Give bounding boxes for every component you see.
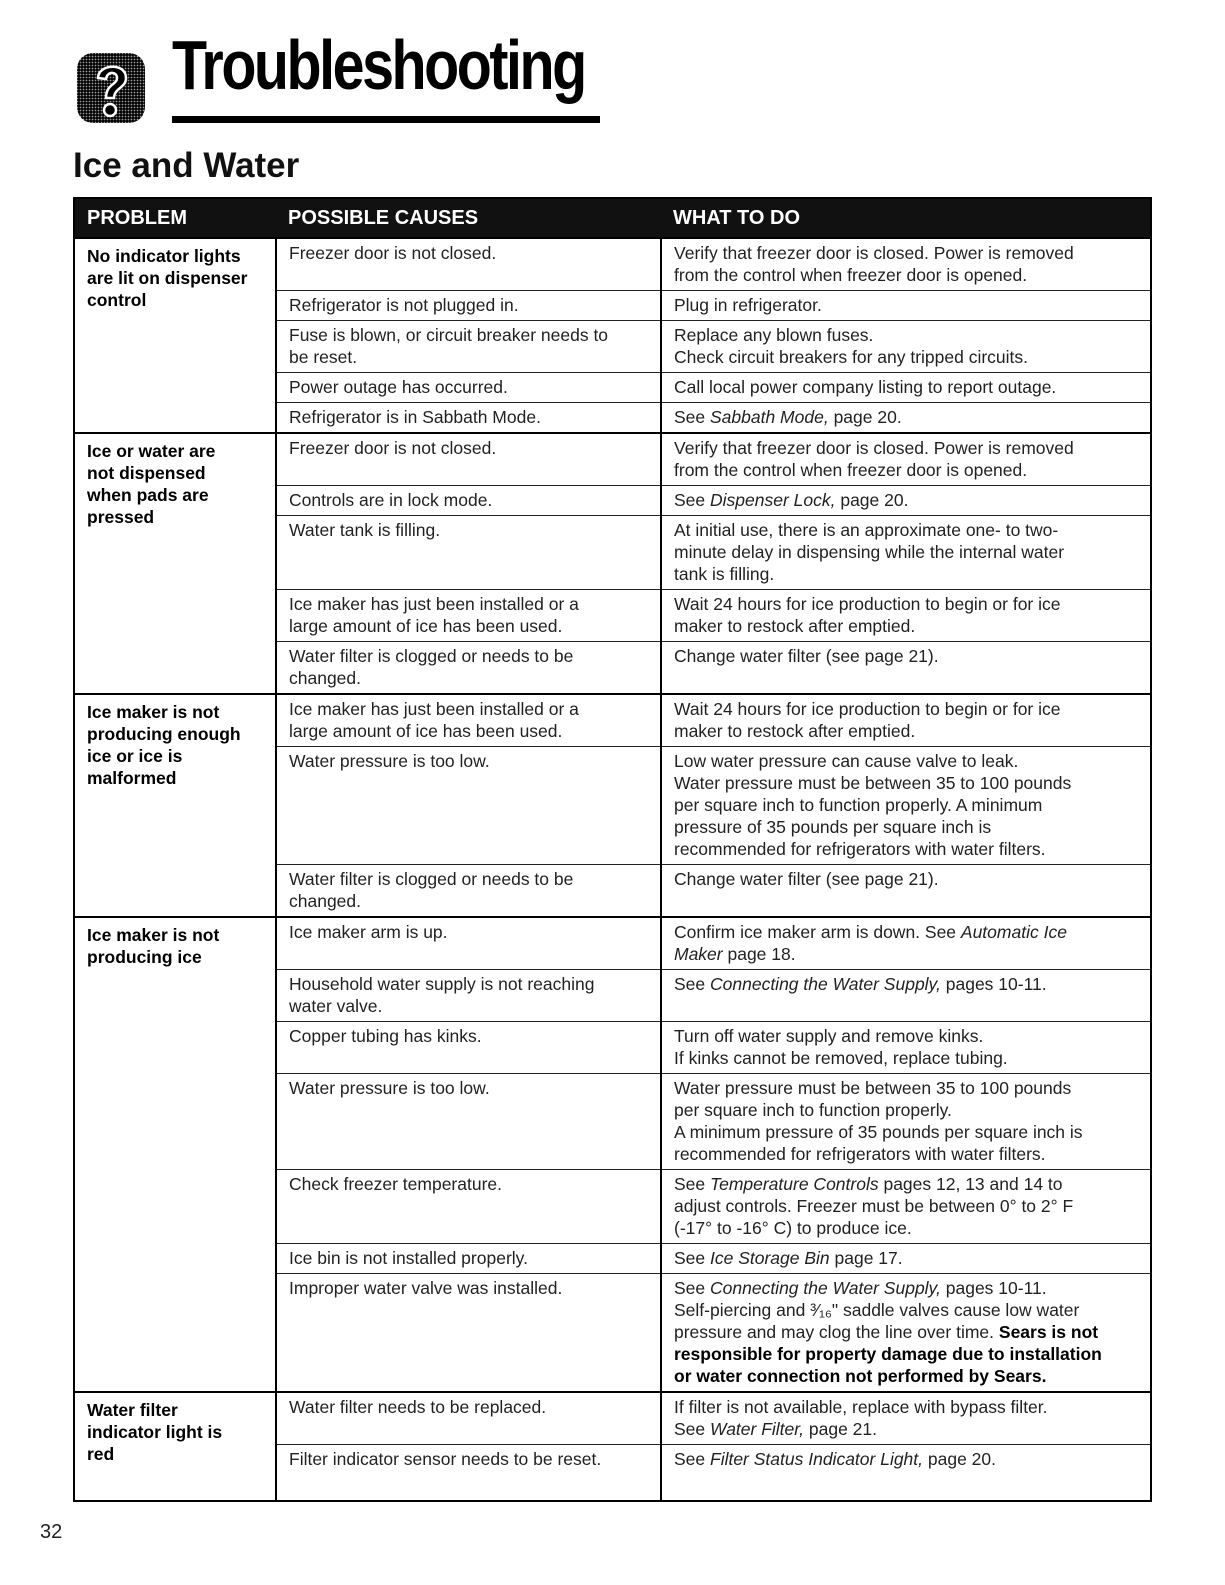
column-header-what-to-do: WHAT TO DO	[661, 198, 1151, 238]
cause-text: Water pressure is too low.	[289, 751, 490, 771]
reference-text: Dispenser Lock,	[710, 490, 836, 510]
cause-cell	[276, 1244, 661, 1274]
reference-text: Temperature Controls	[710, 1174, 879, 1194]
problem-text: No indicator lights	[87, 246, 241, 266]
what-to-do-cell	[661, 291, 1151, 321]
cause-cell	[276, 747, 661, 865]
what-to-do-line	[674, 1217, 1138, 1239]
what-to-do-text: per square inch to function properly.	[674, 1100, 952, 1120]
what-to-do-cell	[661, 1274, 1151, 1393]
what-to-do-line	[674, 868, 1138, 890]
what-to-do-text: Call local power company listing to report outage.	[674, 377, 1057, 397]
what-to-do-text: page 20.	[828, 407, 902, 427]
what-to-do-line	[674, 816, 1138, 838]
cause-text: water valve.	[289, 996, 383, 1016]
what-to-do-line	[674, 1365, 1138, 1387]
cause-text: Freezer door is not closed.	[289, 438, 497, 458]
what-to-do-text: See	[674, 1174, 710, 1194]
reference-text: Ice Storage Bin	[710, 1248, 830, 1268]
what-to-do-line	[674, 1173, 1138, 1195]
what-to-do-text: See	[674, 1419, 710, 1439]
what-to-do-text: Confirm ice maker arm is down. See	[674, 922, 961, 942]
what-to-do-line	[674, 1047, 1138, 1069]
table-header-row	[74, 198, 1151, 238]
problem-text: ice or ice is	[87, 746, 183, 766]
what-to-do-line	[674, 838, 1138, 860]
problem-text: producing enough	[87, 724, 241, 744]
table-row	[74, 694, 1151, 747]
what-to-do-text: If filter is not available, replace with bypass filter.	[674, 1397, 1048, 1417]
what-to-do-text: pressure and may clog the line over time.	[674, 1322, 999, 1342]
what-to-do-text: maker to restock after emptied.	[674, 721, 916, 741]
reference-text: Sabbath Mode,	[710, 407, 829, 427]
what-to-do-text: Low water pressure can cause valve to leak.	[674, 751, 1019, 771]
cause-text: Water tank is filling.	[289, 520, 441, 540]
what-to-do-text: Replace any blown fuses.	[674, 325, 874, 345]
emphasis-text: responsible for property damage due to installation	[674, 1344, 1102, 1364]
what-to-do-line	[674, 645, 1138, 667]
table-body	[74, 238, 1151, 1501]
cause-text: Refrigerator is not plugged in.	[289, 295, 519, 315]
cause-cell	[276, 1274, 661, 1393]
cause-cell	[276, 433, 661, 486]
what-to-do-line	[674, 459, 1138, 481]
what-to-do-text: Change water filter (see page 21).	[674, 646, 939, 666]
emphasis-text: or water connection not performed by Sears.	[674, 1366, 1047, 1386]
problem-text: Ice maker is not	[87, 702, 220, 722]
what-to-do-text: per square inch to function properly. A minimum	[674, 795, 1043, 815]
reference-text: Automatic Ice	[960, 922, 1067, 942]
cause-text: Ice maker arm is up.	[289, 922, 448, 942]
problem-text: indicator light is	[87, 1422, 223, 1442]
cause-cell	[276, 1392, 661, 1445]
what-to-do-line	[674, 541, 1138, 563]
problem-cell	[74, 1392, 276, 1501]
cause-text: Ice maker has just been installed or a	[289, 594, 579, 614]
troubleshooting-table	[73, 197, 1152, 1502]
cause-text: large amount of ice has been used.	[289, 721, 563, 741]
what-to-do-cell	[661, 1022, 1151, 1074]
what-to-do-line	[674, 1077, 1138, 1099]
what-to-do-text: recommended for refrigerators with water filters.	[674, 839, 1046, 859]
what-to-do-text: pressure of 35 pounds per square inch is	[674, 817, 992, 837]
what-to-do-text: See	[674, 974, 710, 994]
problem-text: producing ice	[87, 947, 202, 967]
cause-text: Controls are in lock mode.	[289, 490, 493, 510]
cause-cell	[276, 694, 661, 747]
what-to-do-text: recommended for refrigerators with water filters.	[674, 1144, 1046, 1164]
what-to-do-line	[674, 1121, 1138, 1143]
problem-text: when pads are	[87, 485, 209, 505]
what-to-do-text: At initial use, there is an approximate one- to two-	[674, 520, 1059, 540]
column-header-problem: PROBLEM	[74, 198, 276, 238]
cause-text: Water filter is clogged or needs to be	[289, 869, 574, 889]
cause-cell	[276, 1022, 661, 1074]
what-to-do-line	[674, 698, 1138, 720]
cause-cell	[276, 642, 661, 695]
cause-text: Fuse is blown, or circuit breaker needs to	[289, 325, 609, 345]
page-title: Troubleshooting	[172, 26, 585, 104]
what-to-do-line	[674, 294, 1138, 316]
what-to-do-text: (-17° to -16° C) to produce ice.	[674, 1218, 912, 1238]
cause-text: changed.	[289, 891, 362, 911]
reference-text: Filter Status Indicator Light,	[710, 1449, 924, 1469]
what-to-do-cell	[661, 403, 1151, 434]
what-to-do-line	[674, 1418, 1138, 1440]
problem-cell	[74, 433, 276, 694]
cause-text: Water pressure is too low.	[289, 1078, 490, 1098]
what-to-do-cell	[661, 373, 1151, 403]
what-to-do-text: page 18.	[722, 944, 796, 964]
what-to-do-line	[674, 1299, 1138, 1321]
what-to-do-cell	[661, 970, 1151, 1022]
what-to-do-line	[674, 772, 1138, 794]
cause-text: Ice bin is not installed properly.	[289, 1248, 528, 1268]
what-to-do-line	[674, 376, 1138, 398]
what-to-do-line	[674, 615, 1138, 637]
what-to-do-cell	[661, 642, 1151, 695]
column-header-possible-causes: POSSIBLE CAUSES	[276, 198, 661, 238]
what-to-do-text: page 21.	[804, 1419, 877, 1439]
what-to-do-line	[674, 1277, 1138, 1299]
cause-cell	[276, 865, 661, 918]
what-to-do-cell	[661, 1244, 1151, 1274]
what-to-do-line	[674, 1195, 1138, 1217]
what-to-do-text: Self-piercing and ³⁄₁₆" saddle valves cause low water	[674, 1300, 1080, 1320]
what-to-do-cell	[661, 516, 1151, 590]
reference-text: Maker	[674, 944, 723, 964]
cause-cell	[276, 917, 661, 970]
what-to-do-text: If kinks cannot be removed, replace tubing.	[674, 1048, 1008, 1068]
what-to-do-text: pages 10-11.	[940, 1278, 1047, 1298]
problem-cell	[74, 238, 276, 433]
problem-text: are lit on dispenser	[87, 268, 248, 288]
reference-text: Connecting the Water Supply,	[710, 1278, 941, 1298]
cause-text: Check freezer temperature.	[289, 1174, 503, 1194]
what-to-do-line	[674, 593, 1138, 615]
what-to-do-text: Wait 24 hours for ice production to begin or for ice	[674, 594, 1061, 614]
cause-cell	[276, 486, 661, 516]
problem-text: Water filter	[87, 1400, 178, 1420]
what-to-do-line	[674, 489, 1138, 511]
page-number: 32	[40, 1521, 63, 1543]
cause-cell	[276, 1074, 661, 1170]
cause-text: Filter indicator sensor needs to be reset.	[289, 1449, 602, 1469]
cause-cell	[276, 238, 661, 291]
emphasis-text: Sears is not	[998, 1322, 1099, 1342]
what-to-do-text: pages 10-11.	[940, 974, 1047, 994]
what-to-do-text: Water pressure must be between 35 to 100 pounds	[674, 773, 1072, 793]
what-to-do-text: Verify that freezer door is closed. Power is removed	[674, 243, 1074, 263]
what-to-do-text: page 17.	[829, 1248, 903, 1268]
what-to-do-line	[674, 943, 1138, 965]
cause-cell	[276, 291, 661, 321]
what-to-do-cell	[661, 1392, 1151, 1445]
problem-text: red	[87, 1444, 115, 1464]
what-to-do-cell	[661, 865, 1151, 918]
what-to-do-text: Wait 24 hours for ice production to begin or for ice	[674, 699, 1061, 719]
problem-text: Ice or water are	[87, 441, 216, 461]
what-to-do-cell	[661, 321, 1151, 373]
table-row	[74, 1392, 1151, 1445]
reference-text: Connecting the Water Supply,	[710, 974, 941, 994]
cause-text: be reset.	[289, 347, 358, 367]
what-to-do-line	[674, 1448, 1138, 1470]
page-header	[76, 26, 585, 130]
problem-text: control	[87, 290, 147, 310]
what-to-do-line	[674, 1099, 1138, 1121]
what-to-do-line	[674, 406, 1138, 428]
what-to-do-text: A minimum pressure of 35 pounds per square inch is	[674, 1122, 1083, 1142]
problem-text: pressed	[87, 507, 155, 527]
cause-text: Refrigerator is in Sabbath Mode.	[289, 407, 541, 427]
section-title: Ice and Water	[73, 146, 300, 185]
troubleshooting-table-container	[73, 197, 1150, 1502]
what-to-do-line	[674, 242, 1138, 264]
what-to-do-cell	[661, 433, 1151, 486]
what-to-do-text: page 20.	[835, 490, 909, 510]
what-to-do-line	[674, 264, 1138, 286]
what-to-do-text: Change water filter (see page 21).	[674, 869, 939, 889]
what-to-do-text: Check circuit breakers for any tripped circuits.	[674, 347, 1029, 367]
what-to-do-line	[674, 437, 1138, 459]
cause-cell	[276, 1170, 661, 1244]
cause-cell	[276, 590, 661, 642]
what-to-do-text: from the control when freezer door is opened.	[674, 265, 1028, 285]
what-to-do-cell	[661, 694, 1151, 747]
cause-cell	[276, 373, 661, 403]
what-to-do-line	[674, 794, 1138, 816]
what-to-do-line	[674, 1025, 1138, 1047]
what-to-do-cell	[661, 1170, 1151, 1244]
what-to-do-line	[674, 346, 1138, 368]
what-to-do-cell	[661, 590, 1151, 642]
what-to-do-cell	[661, 486, 1151, 516]
problem-text: not dispensed	[87, 463, 206, 483]
table-row	[74, 917, 1151, 970]
what-to-do-text: See	[674, 1278, 710, 1298]
table-row	[74, 238, 1151, 291]
cause-text: Water filter needs to be replaced.	[289, 1397, 547, 1417]
what-to-do-line	[674, 1247, 1138, 1269]
cause-cell	[276, 403, 661, 434]
what-to-do-text: maker to restock after emptied.	[674, 616, 916, 636]
what-to-do-text: Water pressure must be between 35 to 100 pounds	[674, 1078, 1072, 1098]
title-underline	[172, 116, 600, 123]
problem-text: malformed	[87, 768, 177, 788]
table-row	[74, 433, 1151, 486]
cause-text: Ice maker has just been installed or a	[289, 699, 579, 719]
what-to-do-cell	[661, 747, 1151, 865]
problem-text: Ice maker is not	[87, 925, 220, 945]
what-to-do-line	[674, 750, 1138, 772]
what-to-do-text: Verify that freezer door is closed. Power is removed	[674, 438, 1074, 458]
what-to-do-text: See	[674, 1449, 710, 1469]
what-to-do-text: pages 12, 13 and 14 to	[878, 1174, 1063, 1194]
what-to-do-cell	[661, 917, 1151, 970]
what-to-do-line	[674, 720, 1138, 742]
what-to-do-line	[674, 563, 1138, 585]
what-to-do-line	[674, 1396, 1138, 1418]
cause-text: Household water supply is not reaching	[289, 974, 595, 994]
what-to-do-text: See	[674, 407, 710, 427]
cause-text: Power outage has occurred.	[289, 377, 508, 397]
what-to-do-line	[674, 1143, 1138, 1165]
cause-cell	[276, 321, 661, 373]
cause-text: Water filter is clogged or needs to be	[289, 646, 574, 666]
what-to-do-text: Plug in refrigerator.	[674, 295, 822, 315]
what-to-do-text: from the control when freezer door is opened.	[674, 460, 1028, 480]
what-to-do-line	[674, 519, 1138, 541]
what-to-do-line	[674, 324, 1138, 346]
what-to-do-text: page 20.	[923, 1449, 997, 1469]
what-to-do-cell	[661, 238, 1151, 291]
problem-cell	[74, 917, 276, 1392]
cause-text: changed.	[289, 668, 362, 688]
reference-text: Water Filter,	[710, 1419, 805, 1439]
what-to-do-line	[674, 1321, 1138, 1343]
cause-text: Improper water valve was installed.	[289, 1278, 563, 1298]
what-to-do-text: See	[674, 1248, 710, 1268]
problem-cell	[74, 694, 276, 917]
cause-text: large amount of ice has been used.	[289, 616, 563, 636]
what-to-do-text: minute delay in dispensing while the internal water	[674, 542, 1065, 562]
cause-text: Freezer door is not closed.	[289, 243, 497, 263]
cause-cell	[276, 1445, 661, 1502]
what-to-do-text: See	[674, 490, 710, 510]
what-to-do-text: tank is filling.	[674, 564, 775, 584]
question-mark-icon	[76, 52, 146, 124]
cause-cell	[276, 516, 661, 590]
what-to-do-line	[674, 1343, 1138, 1365]
what-to-do-text: adjust controls. Freezer must be between 0° to 2° F	[674, 1196, 1074, 1216]
what-to-do-cell	[661, 1445, 1151, 1502]
cause-cell	[276, 970, 661, 1022]
what-to-do-line	[674, 973, 1138, 995]
what-to-do-cell	[661, 1074, 1151, 1170]
cause-text: Copper tubing has kinks.	[289, 1026, 482, 1046]
what-to-do-text: Turn off water supply and remove kinks.	[674, 1026, 984, 1046]
what-to-do-line	[674, 921, 1138, 943]
